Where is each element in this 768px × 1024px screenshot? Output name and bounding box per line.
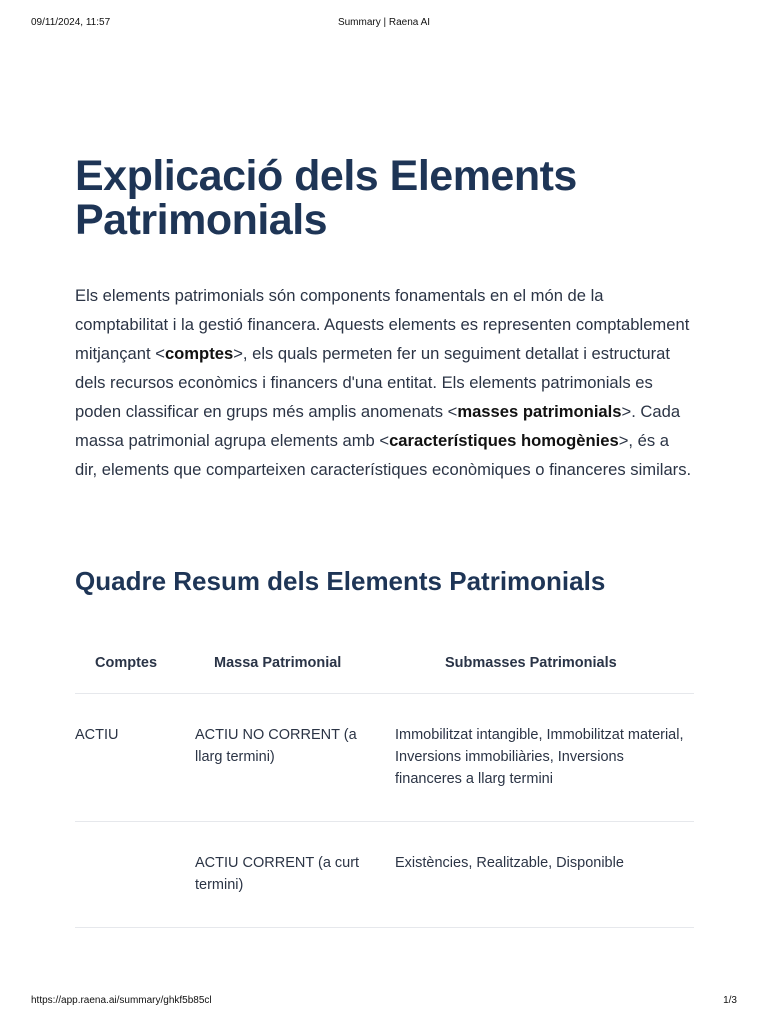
print-page-title: Summary | Raena AI [337,17,431,28]
table-cell-submasses: Existències, Realitzable, Disponible [395,855,624,871]
table-row [75,694,694,822]
print-datetime: 09/11/2024, 11:57 [31,17,111,28]
intro-emphasis-masses: masses patrimonials [457,402,622,421]
table-header-row [75,638,694,694]
intro-text: >. Cada massa patrimonial agrupa elements amb < [75,402,681,450]
table-cell-massa: ACTIU NO CORRENT (a llarg termini) [195,727,357,765]
intro-text: >, és a dir, elements que comparteixen característiques econòmiques o financeres similars. [75,431,692,479]
print-footer [0,995,768,1009]
table-cell-comptes: ACTIU [75,727,119,743]
table-cell-massa: ACTIU CORRENT (a curt termini) [195,855,360,893]
page-title: Explicació dels Elements Patrimonials [75,152,577,244]
column-header-comptes: Comptes [95,655,158,671]
print-header [0,17,768,31]
intro-emphasis-comptes: comptes [164,344,234,363]
intro-emphasis-caracteristiques: característiques homogènies [389,431,619,450]
summary-table [75,638,694,928]
print-url: https://app.raena.ai/summary/ghkf5b85cl [31,995,212,1006]
column-header-massa: Massa Patrimonial [214,655,342,671]
table-cell-submasses: Immobilitzat intangible, Immobilitzat material, Inversions immobiliàries, Inversions financeres a llarg termini [395,727,684,787]
table-row [75,822,694,928]
column-header-submasses: Submasses Patrimonials [445,655,617,671]
intro-text: Els elements patrimonials són components fonamentals en el món de la comptabilitat i la gestió financera. Aquests elements es representen comptablement mitjançant < [75,286,690,363]
intro-paragraph [75,281,695,484]
intro-text: >, els quals permeten fer un seguiment detallat i estructurat dels recursos econòmics i financers d'una entitat. Els elements patrimonials es poden classificar en grups més amplis anomenats < [75,344,670,421]
section-title: Quadre Resum dels Elements Patrimonials [75,566,606,596]
page-count: 1/3 [723,995,737,1006]
